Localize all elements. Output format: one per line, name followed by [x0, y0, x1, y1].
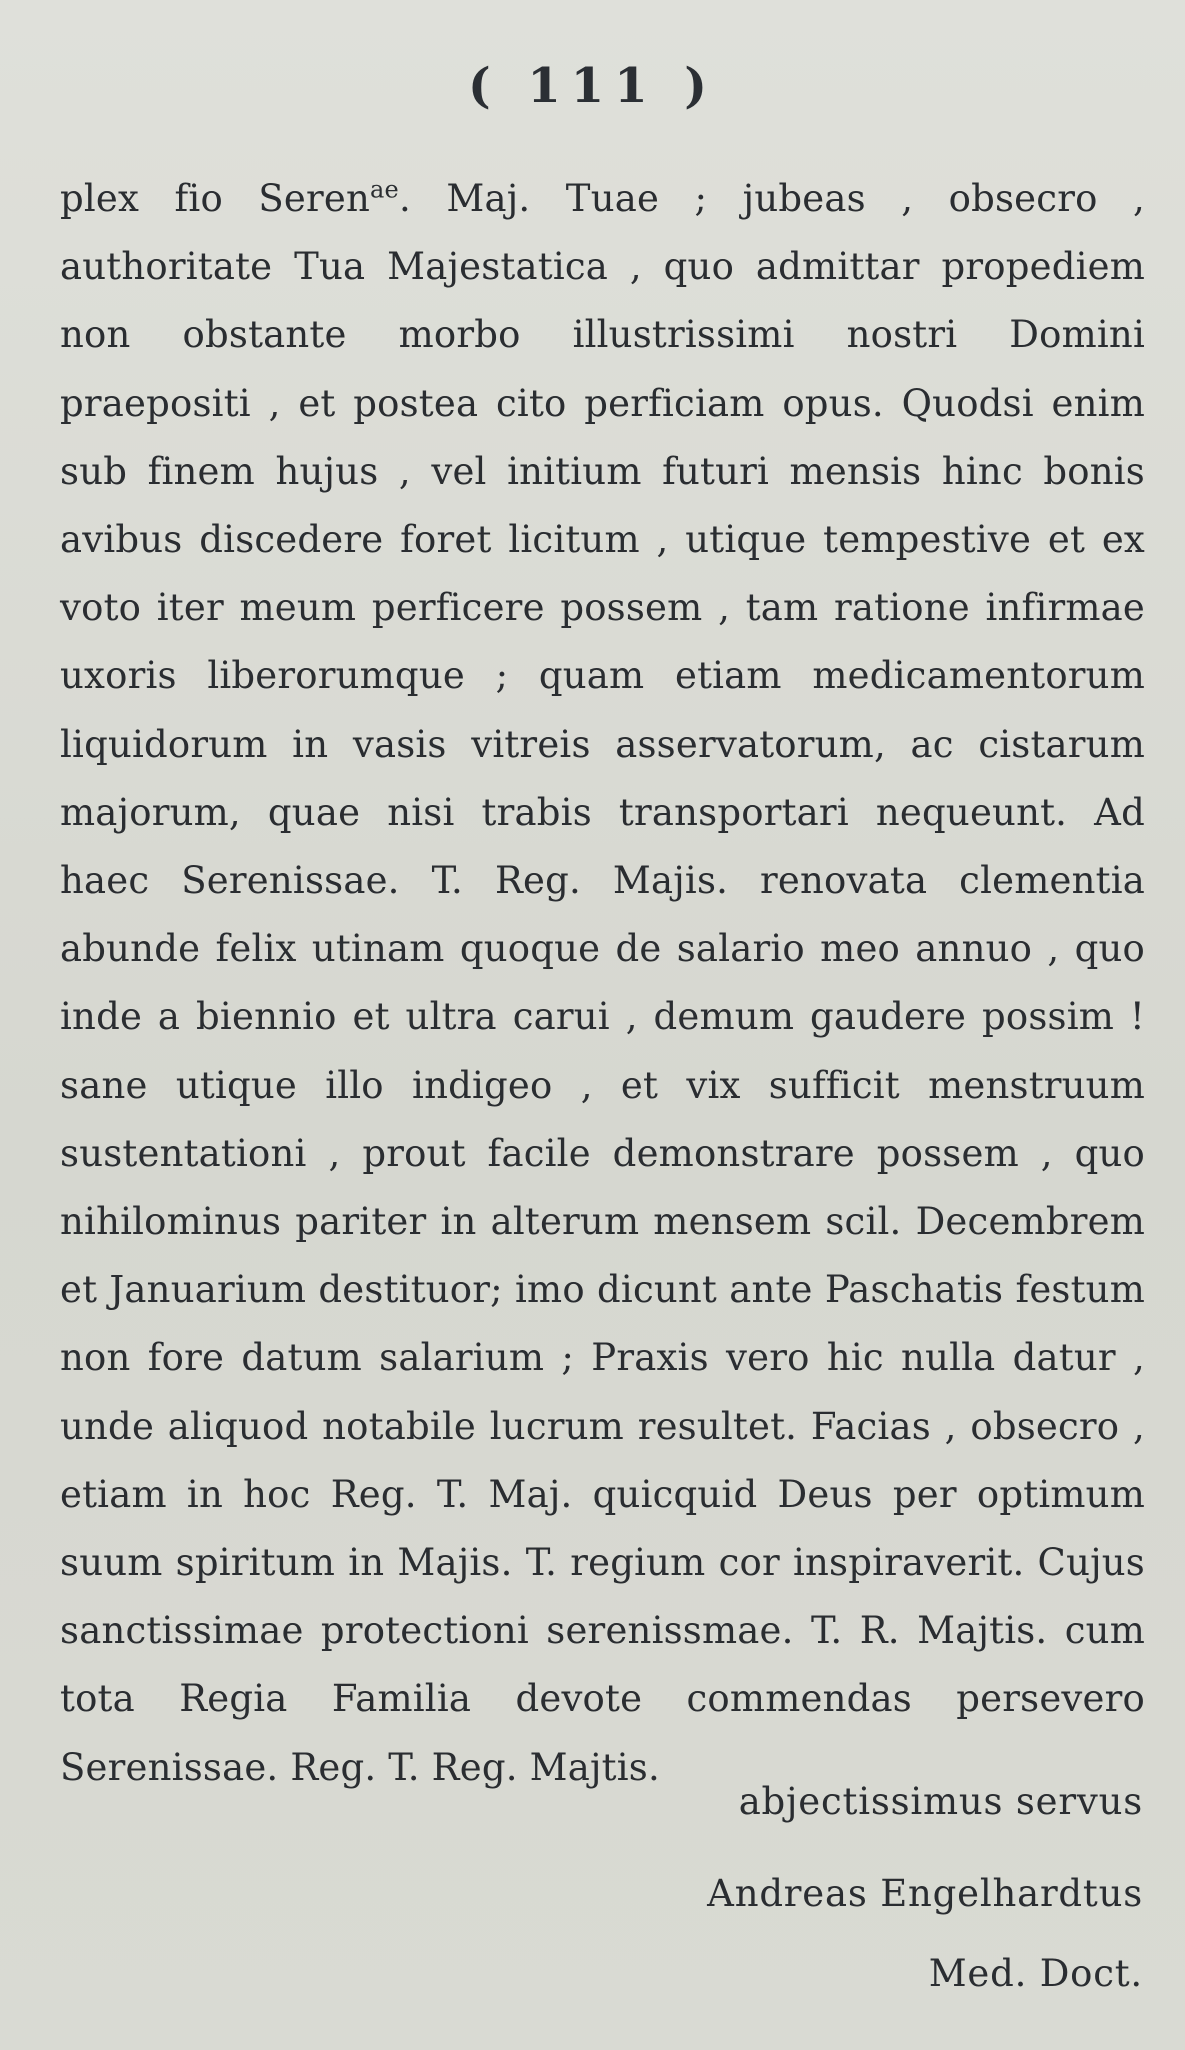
- letter-body-text-part-1: plex fio Seren: [60, 177, 371, 220]
- letter-body-text-part-2: . Maj. Tuae ; jubeas , obsecro , authoritate Tua Majestatica , quo admittar propediem non obstante morbo illustrissimi nostri Domini praepositi , et postea cito perficiam opus. Quodsi enim sub finem hujus , vel initium futuri mensis hinc bonis avibus discedere foret licitum , utique tempestive et ex voto iter meum perficere possem , tam ratione infirmae uxoris liberorumque ; quam etiam medicamentorum liquidorum in vasis vitreis asservatorum, ac cistarum majorum, quae nisi trabis transportari nequeunt. Ad haec Serenissae. T. Reg. Majis. renovata clementia abunde felix utinam quoque de salario meo annuo , quo inde a biennio et ultra carui , demum gaudere possim ! sane utique illo indigeo , et vix sufficit menstruum sustentationi , prout facile demonstrare possem , quo nihilominus pariter in alterum mensem scil. Decembrem et Januarium destituor; imo dicunt ante Paschatis festum non fore datum salarium ; Praxis vero hic nulla datur , unde aliquod notabile lucrum resultet. Facias , obsecro , etiam in hoc Reg. T. Maj. quicquid Deus per optimum suum spiritum in Majis. T. regium cor inspiraverit. Cujus sanctissimae protectioni serenissmae. T. R. Majtis. cum tota Regia Familia devote commendas persevero Serenissae. Reg. T. Reg. Majtis.: [60, 177, 1145, 1789]
- signature-line-2: Andreas Engelhardtus: [707, 1872, 1143, 1915]
- page-number: ( 111 ): [467, 58, 718, 114]
- signature-line-3: Med. Doct.: [928, 1952, 1143, 1995]
- letter-body-text: [60, 165, 1145, 1802]
- signature-line-1: abjectissimus servus: [738, 1780, 1143, 1823]
- letter-body-text-superscript: ae: [370, 175, 399, 204]
